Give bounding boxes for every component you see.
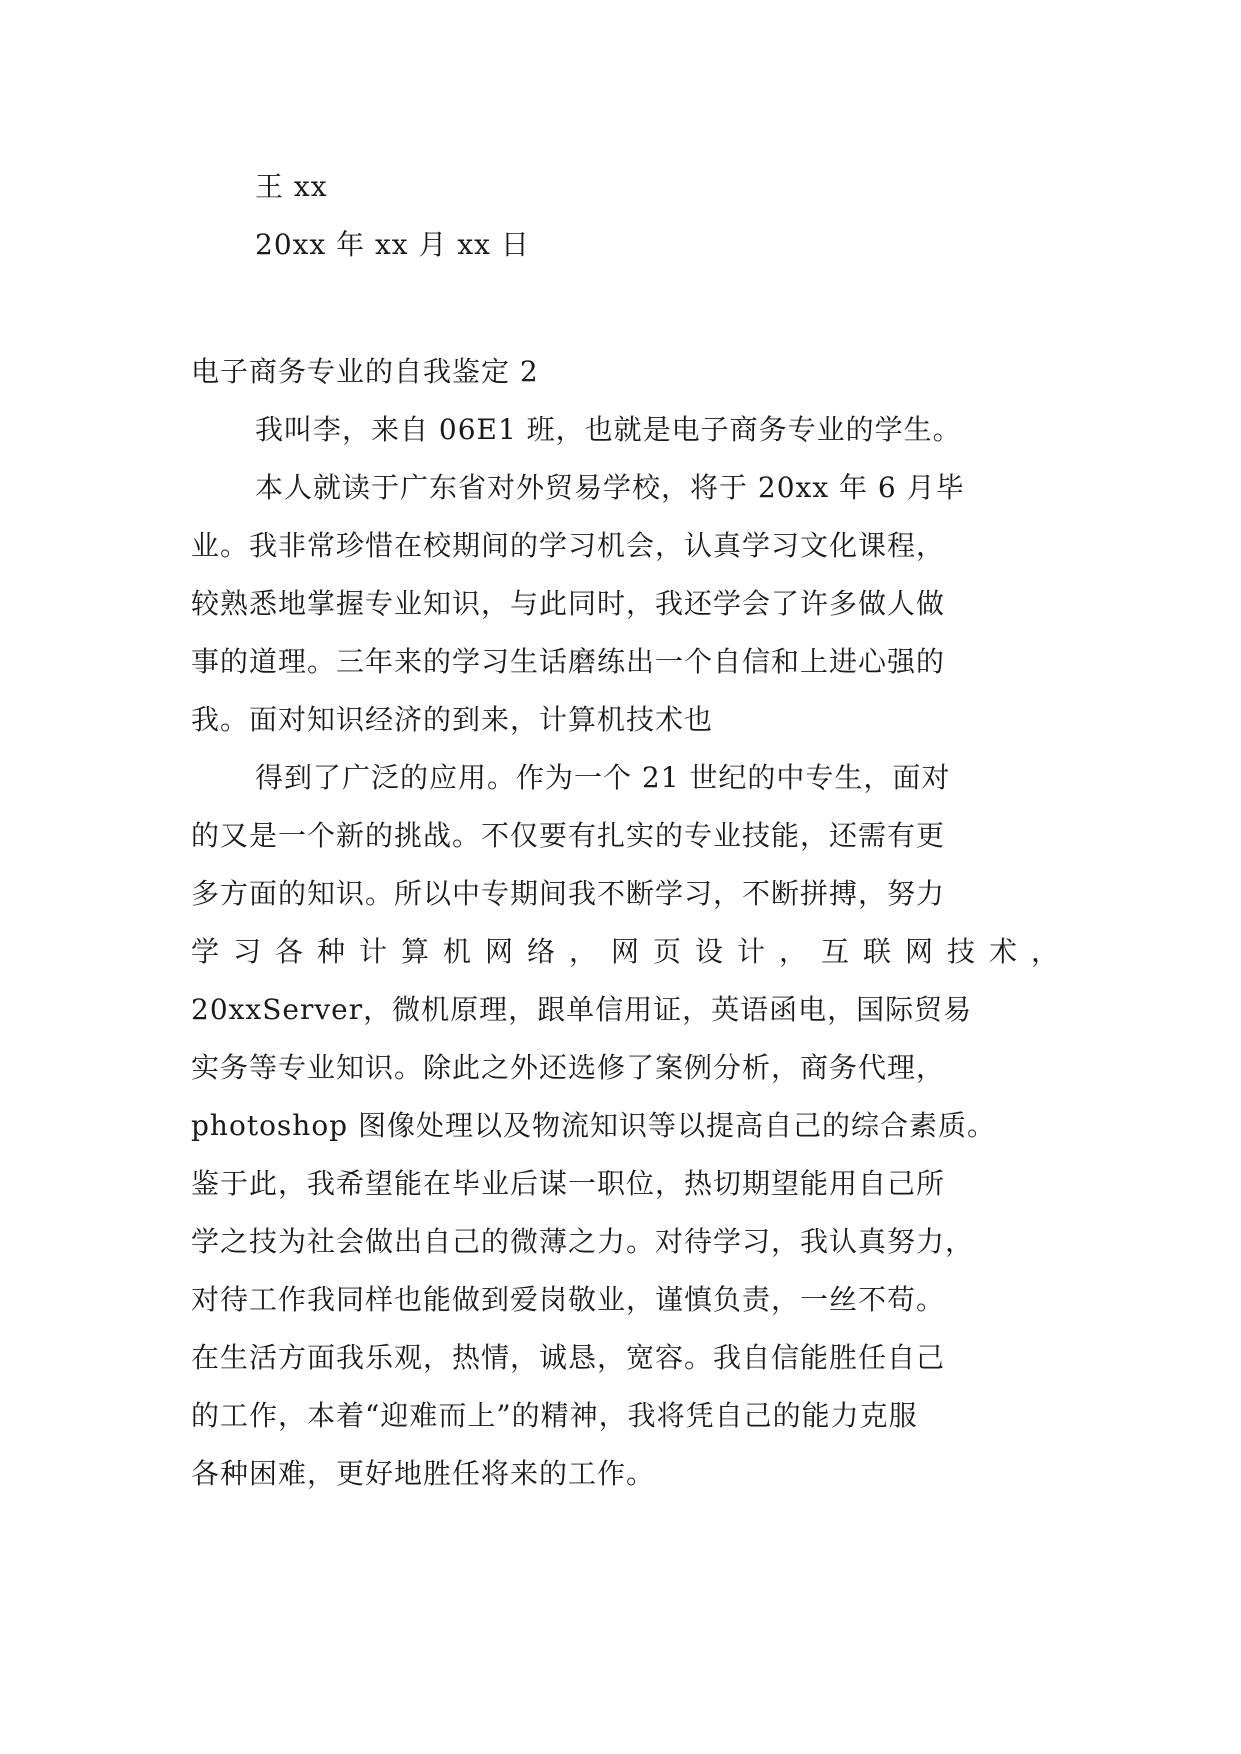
signature-date: 20xx 年 xx 月 xx 日 bbox=[255, 228, 530, 261]
paragraph-3-line: 的又是一个新的挑战。不仅要有扎实的专业技能，还需有更 bbox=[191, 819, 946, 852]
paragraph-3-line: 在生活方面我乐观，热情，诚恳，宽容。我自信能胜任自己 bbox=[191, 1341, 946, 1374]
paragraph-3-line: 鉴于此，我希望能在毕业后谋一职位，热切期望能用自己所 bbox=[191, 1167, 946, 1200]
paragraph-3-line: photoshop 图像处理以及物流知识等以提高自己的综合素质。 bbox=[191, 1109, 997, 1142]
paragraph-3-line: 实务等专业知识。除此之外还选修了案例分析，商务代理， bbox=[191, 1051, 946, 1084]
paragraph-2-line: 业。我非常珍惜在校期间的学习机会，认真学习文化课程， bbox=[191, 529, 946, 562]
paragraph-2-line: 事的道理。三年来的学习生话磨练出一个自信和上进心强的 bbox=[191, 645, 946, 678]
paragraph-3-line: 多方面的知识。所以中专期间我不断学习，不断拼搏，努力 bbox=[191, 877, 946, 910]
paragraph-2-line: 较熟悉地掌握专业知识，与此同时，我还学会了许多做人做 bbox=[191, 587, 946, 620]
paragraph-3-line: 得到了广泛的应用。作为一个 21 世纪的中专生，面对 bbox=[255, 761, 951, 794]
signature-name: 王 xx bbox=[255, 170, 328, 203]
paragraph-3-line: 对待工作我同样也能做到爱岗敬业，谨慎负责，一丝不苟。 bbox=[191, 1283, 946, 1316]
paragraph-2-line: 我。面对知识经济的到来，计算机技术也 bbox=[191, 703, 714, 736]
paragraph-3-line: 学习各种计算机网络，网页设计，互联网技术， bbox=[191, 935, 1074, 968]
paragraph-1: 我叫李，来自 06E1 班，也就是电子商务专业的学生。 bbox=[255, 413, 962, 446]
paragraph-2-line: 本人就读于广东省对外贸易学校，将于 20xx 年 6 月毕 bbox=[255, 471, 965, 504]
section-heading: 电子商务专业的自我鉴定 2 bbox=[191, 355, 539, 388]
paragraph-3-line: 的工作，本着“迎难而上”的精神，我将凭自己的能力克服 bbox=[191, 1399, 918, 1432]
paragraph-3-line: 各种困难，更好地胜任将来的工作。 bbox=[191, 1457, 656, 1490]
paragraph-3-line: 20xxServer，微机原理，跟单信用证，英语函电，国际贸易 bbox=[191, 993, 973, 1026]
paragraph-3-line: 学之技为社会做出自己的微薄之力。对待学习，我认真努力， bbox=[191, 1225, 975, 1258]
